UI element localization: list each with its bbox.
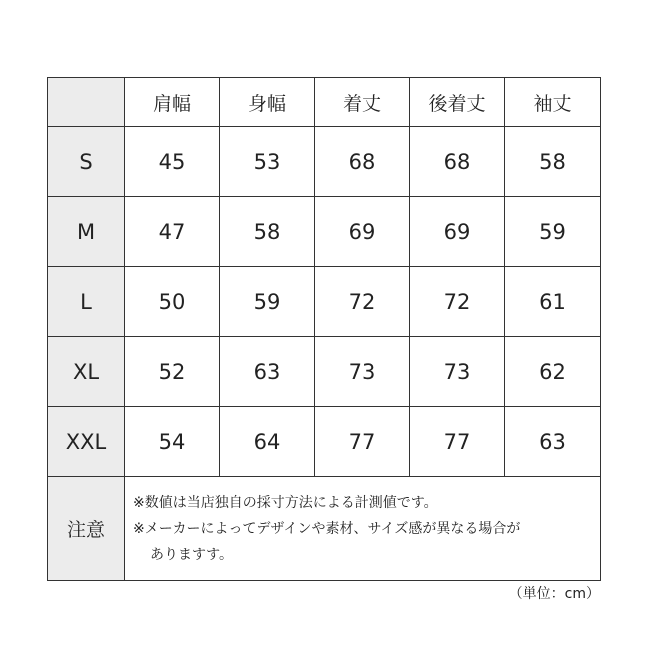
table-cell: 73 (315, 337, 410, 407)
corner-cell (48, 78, 125, 127)
table-row (48, 197, 601, 267)
table-cell: 68 (315, 127, 410, 197)
note-line: ※数値は当店独自の採寸方法による計測値です。 (133, 494, 438, 511)
table-cell: 53 (220, 127, 315, 197)
table-cell: 59 (220, 267, 315, 337)
notes-label: 注意 (48, 477, 125, 581)
table-cell: 54 (125, 407, 220, 477)
table-cell: 45 (125, 127, 220, 197)
table-row (48, 267, 601, 337)
size-chart-table (47, 77, 601, 581)
table-cell: 72 (410, 267, 505, 337)
header-body-width: 身幅 (220, 78, 315, 127)
size-label: XXL (48, 407, 125, 477)
table-cell: 69 (315, 197, 410, 267)
size-label: XL (48, 337, 125, 407)
header-row (48, 78, 601, 127)
table-cell: 69 (410, 197, 505, 267)
table-cell: 62 (505, 337, 601, 407)
table-cell: 50 (125, 267, 220, 337)
table-row (48, 337, 601, 407)
table-cell: 58 (220, 197, 315, 267)
table-cell: 61 (505, 267, 601, 337)
table-cell: 77 (410, 407, 505, 477)
header-back-length: 後着丈 (410, 78, 505, 127)
size-label: S (48, 127, 125, 197)
notes-content (125, 477, 601, 581)
table-cell: 47 (125, 197, 220, 267)
table-cell: 73 (410, 337, 505, 407)
size-label: L (48, 267, 125, 337)
table-cell: 77 (315, 407, 410, 477)
table-cell: 64 (220, 407, 315, 477)
size-label: M (48, 197, 125, 267)
table-cell: 58 (505, 127, 601, 197)
note-line: ※メーカーによってデザインや素材、サイズ感が異なる場合が (133, 520, 521, 537)
note-line: ありますす。 (150, 546, 234, 563)
unit-note: （単位：cm） (508, 586, 600, 602)
table-cell: 68 (410, 127, 505, 197)
header-length: 着丈 (315, 78, 410, 127)
table-cell: 63 (220, 337, 315, 407)
table-row (48, 407, 601, 477)
header-sleeve-length: 袖丈 (505, 78, 601, 127)
table-cell: 63 (505, 407, 601, 477)
table-cell: 59 (505, 197, 601, 267)
notes-row (48, 477, 601, 581)
table-cell: 52 (125, 337, 220, 407)
table-cell: 72 (315, 267, 410, 337)
header-shoulder-width: 肩幅 (125, 78, 220, 127)
table-row (48, 127, 601, 197)
